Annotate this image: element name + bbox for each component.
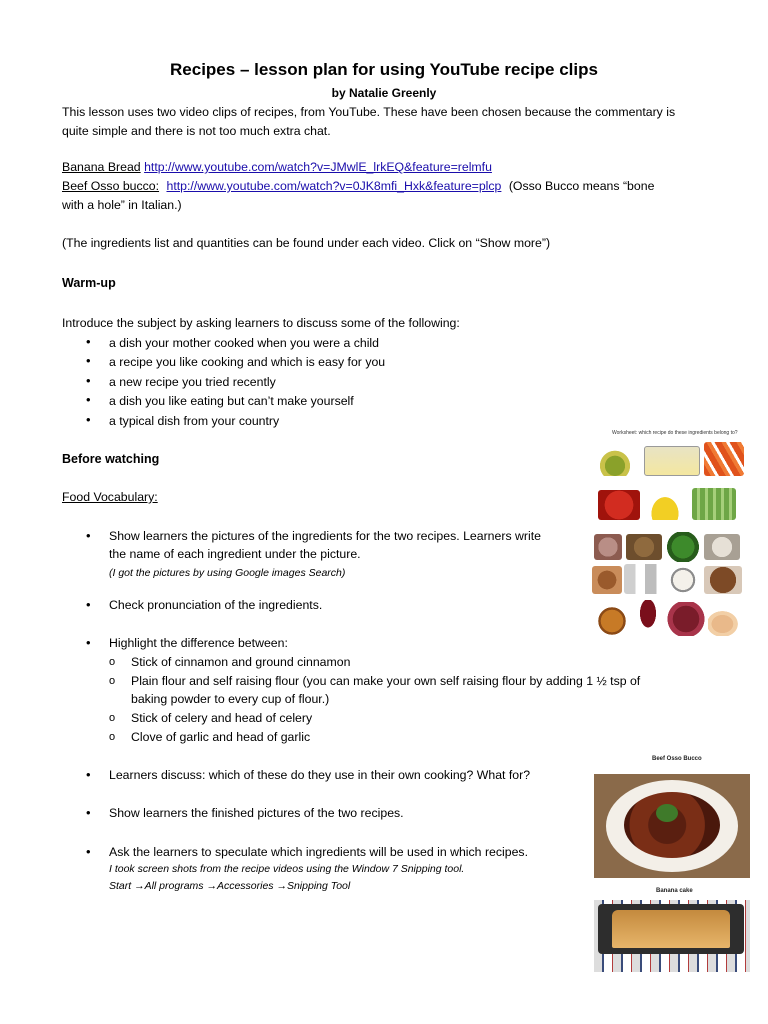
bullet-1-line-2: the name of each ingredient under the picture. — [109, 547, 361, 561]
circle-bullet-icon: o — [109, 712, 116, 724]
stock-icon — [594, 604, 630, 638]
banana-cake-photo — [594, 900, 750, 972]
bullet-icon: • — [86, 353, 91, 368]
celery-icon — [692, 488, 736, 520]
bananas-icon — [644, 488, 686, 520]
banana-cake-caption: Banana cake — [656, 888, 693, 894]
list-item: a dish you like eating but can’t make yourself — [109, 394, 354, 408]
intro-line-2: quite simple and there is not too much extra chat. — [62, 124, 331, 138]
nuts-icon — [626, 534, 662, 560]
author-line: by Natalie Greenly — [331, 86, 437, 100]
onions-icon — [594, 534, 622, 560]
ingredients-note: (The ingredients list and quantities can be found under each video. Click on “Show more”) — [62, 236, 551, 250]
garlic-icon — [704, 534, 740, 560]
bullet-5: Show learners the finished pictures of the two recipes. — [109, 806, 404, 820]
bullet-icon: • — [86, 635, 91, 650]
bullet-icon: • — [86, 805, 91, 820]
circle-bullet-icon: o — [109, 675, 116, 687]
intro-line-1: This lesson uses two video clips of recipes, from YouTube. These have been chosen because the commentary is — [62, 105, 676, 119]
bullet-icon: • — [86, 767, 91, 782]
bullet-icon: • — [86, 844, 91, 859]
butter-icon — [644, 446, 700, 476]
bullet-6-note-1: I took screen shots from the recipe videos using the Window 7 Snipping tool. — [109, 863, 465, 875]
list-item: a typical dish from your country — [109, 414, 280, 428]
bullet-2: Check pronunciation of the ingredients. — [109, 598, 323, 612]
olive-oil-icon — [592, 442, 638, 476]
warmup-heading: Warm-up — [62, 276, 116, 290]
osso-bucco-image — [594, 752, 750, 880]
ground-spice-icon — [704, 566, 742, 594]
bullet-1-line-1: Show learners the pictures of the ingredients for the two recipes. Learners write — [109, 529, 541, 543]
tomatoes-icon — [598, 490, 640, 520]
warmup-intro: Introduce the subject by asking learners to discuss some of the following: — [62, 316, 460, 330]
list-item: a dish your mother cooked when you were a child — [109, 336, 379, 350]
bullet-icon: • — [86, 334, 91, 349]
sub-item-continued: baking powder to every cup of flour.) — [131, 692, 330, 706]
sub-item: Plain flour and self raising flour (you can make your own self raising flour by adding 1 ½ tsp of — [131, 674, 641, 688]
bullet-6: Ask the learners to speculate which ingredients will be used in which recipes. — [109, 845, 528, 859]
osso-bucco-note-2: with a hole” in Italian.) — [62, 198, 182, 212]
osso-bucco-link[interactable]: http://www.youtube.com/watch?v=0JK8mfi_Hxk&feature=plcp — [166, 179, 502, 193]
eggs-icon — [708, 606, 744, 636]
sub-item: Stick of celery and head of celery — [131, 711, 313, 725]
bullet-icon: • — [86, 373, 91, 388]
circle-bullet-icon: o — [109, 656, 116, 668]
osso-bucco-caption: Beef Osso Bucco — [652, 756, 702, 762]
veal-shank-icon — [666, 602, 706, 636]
bullet-1-note: (I got the pictures by using Google images Search) — [109, 567, 346, 579]
ingredients-worksheet-image — [588, 426, 752, 642]
parsley-icon — [666, 532, 700, 562]
osso-bucco-line — [62, 179, 654, 193]
list-item: a recipe you like cooking and which is easy for you — [109, 355, 386, 369]
bullet-icon: • — [86, 528, 91, 543]
banana-bread-line — [62, 160, 492, 174]
banana-cake-image — [594, 886, 750, 976]
bullet-4: Learners discuss: which of these do they use in their own cooking? What for? — [109, 768, 531, 782]
bullet-icon: • — [86, 412, 91, 427]
circle-bullet-icon: o — [109, 731, 116, 743]
banana-bread-label: Banana Bread — [62, 160, 141, 174]
sub-item: Clove of garlic and head of garlic — [131, 730, 311, 744]
red-wine-icon — [634, 600, 662, 638]
before-watching-heading: Before watching — [62, 452, 160, 466]
bullet-icon: • — [86, 392, 91, 407]
worksheet-title: Worksheet: which recipe do these ingredients belong to? — [612, 430, 738, 436]
sub-item: Stick of cinnamon and ground cinnamon — [131, 655, 351, 669]
flour-icon — [666, 566, 700, 594]
osso-bucco-photo — [594, 774, 750, 878]
osso-bucco-note: (Osso Bucco means “bone — [508, 179, 655, 193]
list-item: a new recipe you tried recently — [109, 375, 276, 389]
bullet-6-note-2: Start →All programs →Accessories →Snipping Tool — [109, 880, 351, 892]
banana-bread-link[interactable]: http://www.youtube.com/watch?v=JMwlE_lrkEQ&feature=relmfu — [144, 160, 492, 174]
food-vocabulary-heading: Food Vocabulary: — [62, 490, 158, 504]
bullet-icon: • — [86, 597, 91, 612]
salt-pepper-icon — [624, 564, 662, 594]
osso-bucco-label: Beef Osso bucco: — [62, 179, 160, 193]
cinnamon-icon — [592, 566, 622, 594]
page-title: Recipes – lesson plan for using YouTube recipe clips — [170, 60, 598, 79]
carrots-icon — [704, 442, 744, 476]
bullet-3: Highlight the difference between: — [109, 636, 288, 650]
